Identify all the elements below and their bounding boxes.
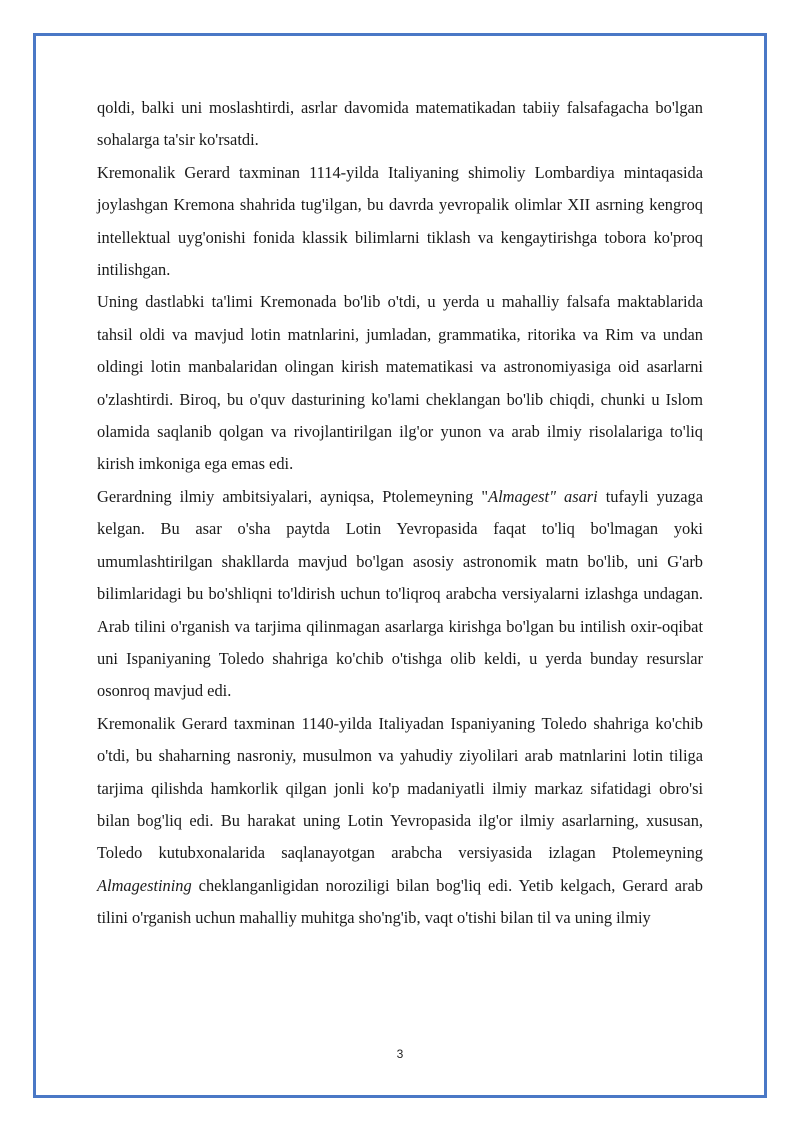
paragraph-4-text-end: tufayli yuzaga kelgan. Bu asar o'sha paytda Lotin Yevropasida faqat to'liq bo'lmagan yoki umumlashtirilgan shakllarda mavjud bo'lgan asosiy astronomik matn bo'lib, uni G'arb bilimlaridagi bu bo'shliqni to'ldirish uchun to'liqroq arabcha versiyalarni izlashga undagan. Arab tilini o'rganish va tarjima qilinmagan asarlarga kirishga bo'lgan bu intilish oxir-oqibat uni Ispaniyaning Toledo shahriga ko'chib o'tishga olib keldi, u yerda bunday resurslar osonroq mavjud edi. [97, 486, 703, 701]
paragraph-5-text-end: cheklanganligidan noroziligi bilan bog'liq edi. Yetib kelgach, Gerard arab tilini o'rganish uchun mahalliy muhitga sho'ng'ib, vaqt o'tishi bilan til va uning ilmiy [97, 875, 703, 928]
paragraph-5-italic: Almagestining [97, 875, 192, 895]
page-body [97, 92, 703, 935]
paragraph-4 [97, 481, 703, 708]
paragraph-3: Uning dastlabki ta'limi Kremonada bo'lib o'tdi, u yerda u mahalliy falsafa maktablarida tahsil oldi va mavjud lotin matnlarini, jumladan, grammatika, ritorika va Rim va undan oldingi lotin manbalaridan olingan kirish matematikasi va astronomiyasiga oid asarlarni o'zlashtirdi. Biroq, bu o'quv dasturining ko'lami cheklangan bo'lib chiqdi, chunki u Islom olamida saqlanib qolgan va rivojlantirilgan ilg'or yunon va arab ilmiy risolalariga to'liq kirish imkoniga ega emas edi. [97, 292, 703, 474]
paragraph-5 [97, 708, 703, 935]
paragraph-4-italic: Almagest" asari [488, 486, 598, 506]
paragraph-1: qoldi, balki uni moslashtirdi, asrlar davomida matematikadan tabiiy falsafagacha bo'lgan sohalarga ta'sir ko'rsatdi. [97, 98, 703, 150]
paragraph-2: Kremonalik Gerard taxminan 1114-yilda Italiyaning shimoliy Lombardiya mintaqasida joylashgan Kremona shahrida tug'ilgan, bu davrda yevropalik olimlar XII asrning kengroq intellektual uyg'onishi fonida klassik bilimlarni tiklash va kengaytirishga tobora ko'proq intilishgan. [97, 162, 703, 280]
paragraph-4-text: Gerardning ilmiy ambitsiyalari, ayniqsa, Ptolemeyning " [97, 486, 489, 506]
page-number: 3 [396, 1047, 404, 1061]
paragraph-5-text: Kremonalik Gerard taxminan 1140-yilda Italiyadan Ispaniyaning Toledo shahriga ko'chib o'tdi, bu shaharning nasroniy, musulmon va yahudiy ziyolilari arab matnlarini lotin tiliga tarjima qilishda hamkorlik qilgan jonli ko'p madaniyatli ilmiy markaz sifatidagi obro'si bilan bog'liq edi. Bu harakat uning Lotin Yevropasida ilg'or ilmiy asarlarning, xususan, Toledo kutubxonalarida saqlanayotgan arabcha versiyasida izlagan Ptolemeyning [97, 713, 703, 863]
